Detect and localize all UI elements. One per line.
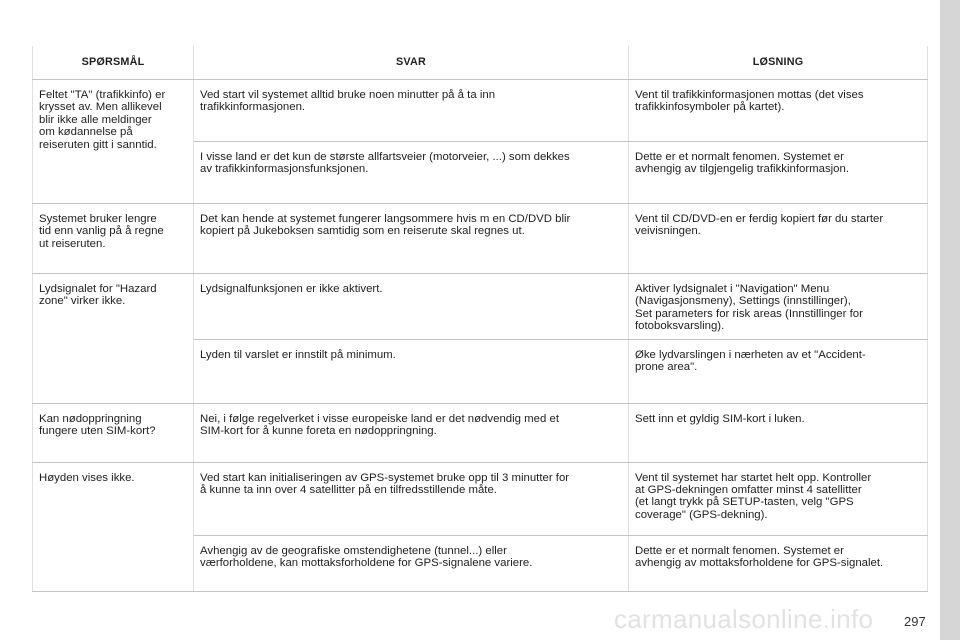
solution-cell: Aktiver lydsignalet i "Navigation" Menu (Navigasjonsmeny), Settings (innstillinger), Set parameters for risk areas (Innstillinger for fotoboksvarsling).	[629, 274, 928, 340]
answer-cell: Ved start vil systemet alltid bruke noen minutter på å ta inn trafikkinformasjonen.	[194, 80, 629, 142]
table-row	[33, 204, 928, 274]
solution-cell: Vent til CD/DVD-en er ferdig kopiert før du starter veivisningen.	[629, 204, 928, 274]
page-number: 297	[904, 614, 926, 629]
table-row	[33, 80, 928, 142]
solution-cell: Vent til systemet har startet helt opp. Kontroller at GPS-dekningen omfatter minst 4 satellitter (et langt trykk på SETUP-tasten, velg "GPS coverage" (GPS-dekning).	[629, 462, 928, 535]
answer-cell: Avhengig av de geografiske omstendighetene (tunnel...) eller værforholdene, kan mottaksforholdene for GPS-signalene variere.	[194, 535, 629, 591]
solution-cell: Sett inn et gyldig SIM-kort i luken.	[629, 403, 928, 462]
column-header-answer: SVAR	[194, 46, 629, 80]
troubleshooting-table	[32, 46, 928, 592]
table-row	[33, 274, 928, 340]
answer-cell: Lyden til varslet er innstilt på minimum.	[194, 339, 629, 403]
question-cell: Systemet bruker lengre tid enn vanlig på å regne ut reiseruten.	[33, 204, 194, 274]
question-cell: Lydsignalet for "Hazard zone" virker ikke.	[33, 274, 194, 404]
solution-cell: Vent til trafikkinformasjonen mottas (det vises trafikkinfosymboler på kartet).	[629, 80, 928, 142]
question-cell: Kan nødoppringning fungere uten SIM-kort?	[33, 403, 194, 462]
table-row	[33, 462, 928, 535]
page-edge-bar	[940, 0, 960, 640]
question-cell: Høyden vises ikke.	[33, 462, 194, 591]
question-cell: Feltet "TA" (trafikkinfo) er krysset av. Men allikevel blir ikke alle meldinger om kødannelse på reiseruten gitt i sanntid.	[33, 80, 194, 204]
solution-cell: Dette er et normalt fenomen. Systemet er avhengig av tilgjengelig trafikkinformasjon.	[629, 142, 928, 204]
answer-cell: I visse land er det kun de største allfartsveier (motorveier, ...) som dekkes av trafikkinformasjonsfunksjonen.	[194, 142, 629, 204]
answer-cell: Lydsignalfunksjonen er ikke aktivert.	[194, 274, 629, 340]
answer-cell: Nei, i følge regelverket i visse europeiske land er det nødvendig med et SIM-kort for å kunne foreta en nødoppringning.	[194, 403, 629, 462]
solution-cell: Dette er et normalt fenomen. Systemet er avhengig av mottaksforholdene for GPS-signalet.	[629, 535, 928, 591]
header-row	[33, 46, 928, 80]
solution-cell: Øke lydvarslingen i nærheten av et "Accident- prone area".	[629, 339, 928, 403]
column-header-solution: LØSNING	[629, 46, 928, 80]
answer-cell: Det kan hende at systemet fungerer langsommere hvis m en CD/DVD blir kopiert på Jukeboksen samtidig som en reiserute skal regnes ut.	[194, 204, 629, 274]
column-header-question: SPØRSMÅL	[33, 46, 194, 80]
table-row	[33, 403, 928, 462]
answer-cell: Ved start kan initialiseringen av GPS-systemet bruke opp til 3 minutter for å kunne ta inn over 4 satellitter på en tilfredsstillende måte.	[194, 462, 629, 535]
watermark: carmanualsonline.info	[614, 604, 874, 634]
